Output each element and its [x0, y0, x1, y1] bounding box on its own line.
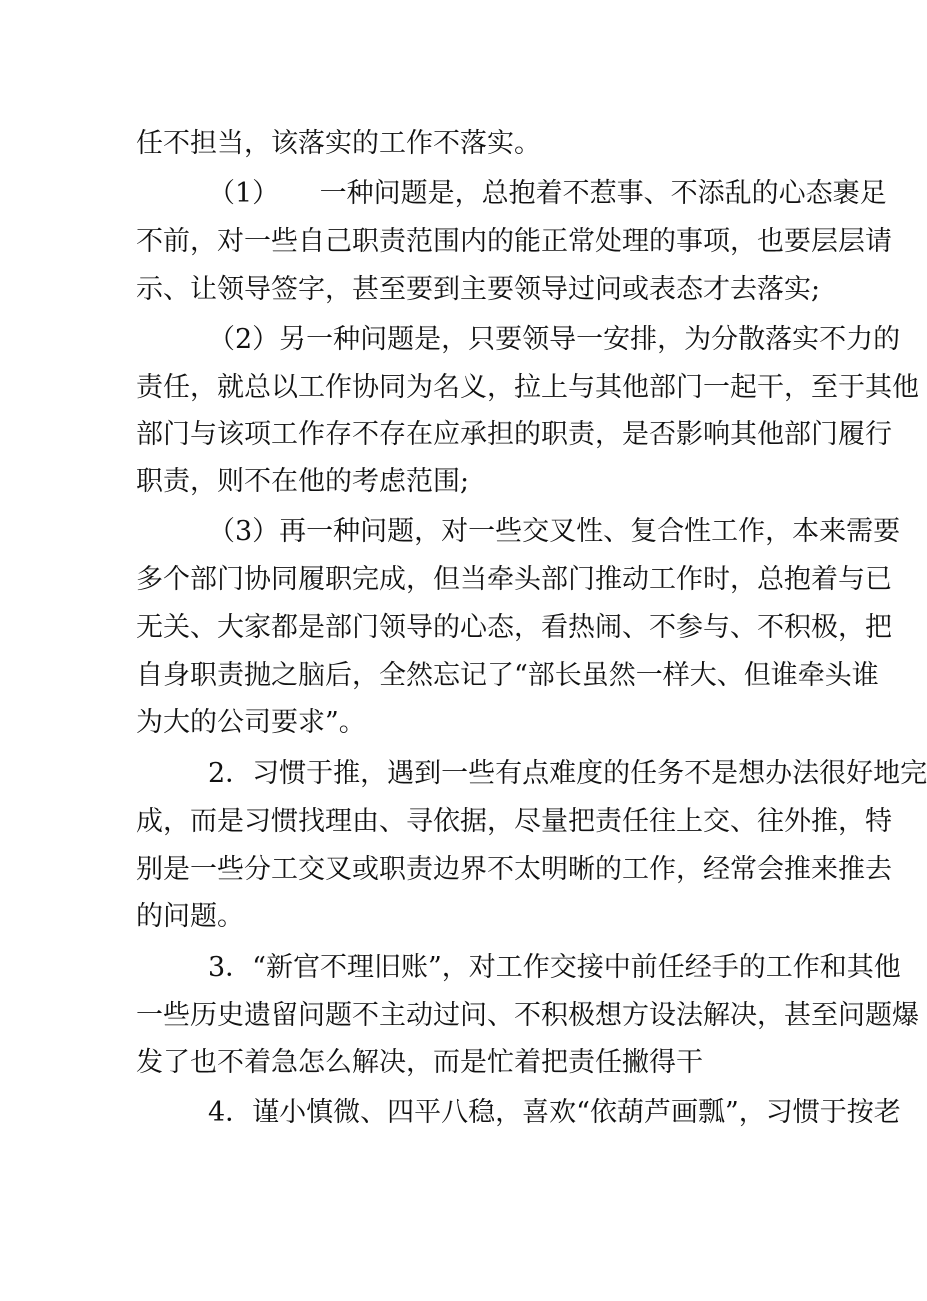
- text-line: （2）另一种问题是，只要领导一安排，为分散落实不力的: [208, 324, 901, 355]
- text-line: 多个部门协同履职完成，但当牵头部门推动工作时，总抱着与已: [136, 564, 892, 595]
- text-line: 示、让领导签字，甚至要到主要领导过问或表态才去落实;: [136, 274, 821, 305]
- text-line: 2．习惯于推，遇到一些有点难度的任务不是想办法很好地完: [208, 758, 927, 789]
- text-line: （3）再一种问题，对一些交叉性、复合性工作，本来需要: [208, 516, 901, 547]
- text-line: 为大的公司要求”。: [136, 707, 366, 738]
- text-line: 别是一些分工交叉或职责边界不太明晰的工作，经常会推来推去: [136, 854, 892, 885]
- text-line: 任不担当，该落实的工作不落实。: [136, 128, 541, 159]
- text-line: 成，而是习惯找理由、寻依据，尽量把责任往上交、往外推，特: [136, 806, 892, 837]
- text-line: 职责，则不在他的考虑范围;: [136, 466, 470, 497]
- text-line: 3．“新官不理旧账”，对工作交接中前任经手的工作和其他: [208, 952, 901, 983]
- text-line: 不前，对一些自己职责范围内的能正常处理的事项，也要层层请: [136, 226, 892, 257]
- text-line: 自身职责抛之脑后，全然忘记了“部长虽然一样大、但谁牵头谁: [136, 660, 879, 691]
- text-line: 4．谨小慎微、四平八稳，喜欢“依葫芦画瓢”，习惯于按老: [208, 1097, 901, 1128]
- text-line: 的问题。: [136, 901, 244, 932]
- text-line: 发了也不着急怎么解决，而是忙着把责任撇得干: [136, 1047, 703, 1078]
- text-line: 部门与该项工作存不存在应承担的职责，是否影响其他部门履行: [136, 419, 892, 450]
- text-line: （1） 一种问题是，总抱着不惹事、不添乱的心态裹足: [208, 178, 887, 209]
- text-line: 无关、大家都是部门领导的心态，看热闹、不参与、不积极，把: [136, 612, 892, 643]
- text-line: 责任，就总以工作协同为名义，拉上与其他部门一起干，至于其他: [136, 372, 919, 403]
- text-line: 一些历史遗留问题不主动过问、不积极想方设法解决，甚至问题爆: [136, 1000, 919, 1031]
